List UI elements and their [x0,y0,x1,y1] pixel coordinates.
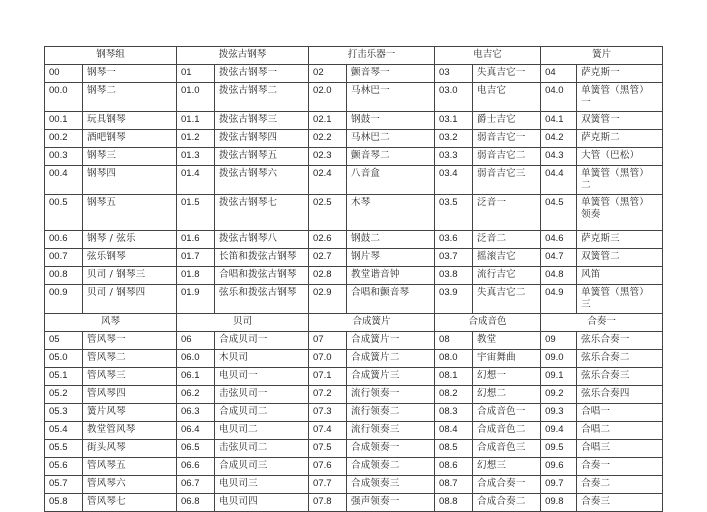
instrument-name: 宇宙舞曲 [473,350,541,368]
instrument-name: 萨克斯二 [577,130,663,148]
instrument-code: 05.3 [45,404,83,422]
instrument-name: 电吉它 [473,83,541,112]
instrument-name: 单簧管（黑管）二 [577,166,663,195]
instrument-code: 09.4 [541,422,577,440]
instrument-name: 钢琴 / 弦乐 [83,231,177,249]
instrument-name: 钢琴三 [83,148,177,166]
instrument-name: 拨弦古钢琴八 [215,231,309,249]
instrument-name: 合成合奏二 [473,494,541,512]
group-header-row [45,47,663,65]
instrument-code: 01.1 [177,112,215,130]
instrument-name: 风笛 [577,267,663,285]
instrument-name: 八音盒 [347,166,435,195]
table-row [45,368,663,386]
instrument-code: 00 [45,65,83,83]
instrument-name: 合成簧片一 [347,332,435,350]
table-row [45,458,663,476]
table-row [45,422,663,440]
instrument-code: 05 [45,332,83,350]
instrument-name: 幻想三 [473,458,541,476]
instrument-name: 合唱和拨弦古钢琴 [215,267,309,285]
instrument-name: 街头风琴 [83,440,177,458]
instrument-name: 管风琴六 [83,476,177,494]
instrument-code: 02.7 [309,249,347,267]
instrument-code: 08.6 [435,458,473,476]
instrument-code: 09.2 [541,386,577,404]
instrument-code: 02 [309,65,347,83]
instrument-name: 泛音二 [473,231,541,249]
instrument-code: 05.4 [45,422,83,440]
instrument-code: 07.3 [309,404,347,422]
instrument-code: 03.9 [435,285,473,314]
instrument-code: 03.6 [435,231,473,249]
instrument-name: 马林巴二 [347,130,435,148]
group-header: 簧片 [541,47,663,65]
instrument-name: 单簧管（黑管）领奏 [577,195,663,231]
instrument-name: 管风琴五 [83,458,177,476]
instrument-name: 弦乐合奏四 [577,386,663,404]
instrument-name: 钢琴二 [83,83,177,112]
instrument-name: 钢片琴 [347,249,435,267]
instrument-code: 04.3 [541,148,577,166]
instrument-code: 08.7 [435,476,473,494]
instrument-code: 04.7 [541,249,577,267]
instrument-name: 弦乐合奏二 [577,350,663,368]
instrument-code: 04 [541,65,577,83]
instrument-name: 管风琴三 [83,368,177,386]
instrument-name: 弦乐和拨弦古钢琴 [215,285,309,314]
instrument-name: 管风琴四 [83,386,177,404]
instrument-name: 拨弦古钢琴四 [215,130,309,148]
instrument-name: 木贝司 [215,350,309,368]
instrument-code: 08.4 [435,422,473,440]
instrument-name: 弱音吉它一 [473,130,541,148]
instrument-name: 弦乐合奏三 [577,368,663,386]
instrument-name: 合成贝司三 [215,458,309,476]
instrument-name: 合唱二 [577,422,663,440]
group-header: 钢琴组 [45,47,177,65]
table-row [45,65,663,83]
instrument-name: 钢鼓二 [347,231,435,249]
instrument-name: 电贝司一 [215,368,309,386]
instrument-name: 击弦贝司二 [215,440,309,458]
instrument-code: 00.7 [45,249,83,267]
group-header: 合奏一 [541,314,663,332]
instrument-name: 合成领奏三 [347,476,435,494]
instrument-name: 合唱三 [577,440,663,458]
instrument-code: 06.7 [177,476,215,494]
instrument-code: 03.1 [435,112,473,130]
instrument-code: 06 [177,332,215,350]
instrument-code: 02.9 [309,285,347,314]
instrument-name: 单簧管（黑管）一 [577,83,663,112]
instrument-code: 05.5 [45,440,83,458]
instrument-code: 09.1 [541,368,577,386]
instrument-name: 合成音色二 [473,422,541,440]
instrument-code: 07.0 [309,350,347,368]
instrument-name: 玩具钢琴 [83,112,177,130]
instrument-code: 00.5 [45,195,83,231]
instrument-name: 电贝司三 [215,476,309,494]
instrument-name: 贝司 / 钢琴四 [83,285,177,314]
instrument-name: 长笛和拨弦古钢琴 [215,249,309,267]
instrument-name: 木琴 [347,195,435,231]
instrument-code: 08.2 [435,386,473,404]
instrument-code: 05.8 [45,494,83,512]
instrument-name: 弦乐钢琴 [83,249,177,267]
instrument-code: 08.5 [435,440,473,458]
instrument-name: 颤音琴二 [347,148,435,166]
instrument-name: 双簧管二 [577,249,663,267]
instrument-name: 合成簧片三 [347,368,435,386]
instrument-code: 04.0 [541,83,577,112]
instrument-name: 弱音吉它二 [473,148,541,166]
table-row [45,112,663,130]
instrument-name: 摇滚吉它 [473,249,541,267]
instrument-code: 04.2 [541,130,577,148]
instrument-code: 01.4 [177,166,215,195]
instrument-name: 颤音琴一 [347,65,435,83]
instrument-code: 00.0 [45,83,83,112]
instrument-code: 09.7 [541,476,577,494]
instrument-name: 拨弦古钢琴一 [215,65,309,83]
table-row [45,249,663,267]
instrument-code: 07.4 [309,422,347,440]
instrument-code: 00.9 [45,285,83,314]
instrument-name: 双簧管一 [577,112,663,130]
instrument-name: 马林巴一 [347,83,435,112]
instrument-code: 05.0 [45,350,83,368]
instrument-name: 合唱一 [577,404,663,422]
group-header: 打击乐器一 [309,47,435,65]
instrument-code: 07.1 [309,368,347,386]
instrument-code: 01.6 [177,231,215,249]
instrument-name: 合成音色三 [473,440,541,458]
instrument-name: 萨克斯三 [577,231,663,249]
instrument-name: 管风琴二 [83,350,177,368]
table-row [45,386,663,404]
instrument-code: 06.1 [177,368,215,386]
instrument-name: 合奏二 [577,476,663,494]
table-row [45,83,663,112]
table-row [45,494,663,512]
instrument-code: 04.1 [541,112,577,130]
group-header: 电吉它 [435,47,541,65]
instrument-code: 09.8 [541,494,577,512]
group-header: 合成音色 [435,314,541,332]
instrument-code: 07.7 [309,476,347,494]
instrument-name: 合成贝司一 [215,332,309,350]
instrument-code: 01.7 [177,249,215,267]
instrument-code: 00.8 [45,267,83,285]
instrument-code: 03.0 [435,83,473,112]
instrument-name: 电贝司四 [215,494,309,512]
instrument-code: 04.5 [541,195,577,231]
instrument-code: 06.5 [177,440,215,458]
instrument-name: 酒吧钢琴 [83,130,177,148]
instrument-name: 拨弦古钢琴五 [215,148,309,166]
instrument-code: 01.9 [177,285,215,314]
table-row [45,231,663,249]
instrument-name: 单簧管（黑管）三 [577,285,663,314]
instrument-code: 03.8 [435,267,473,285]
instrument-code: 08 [435,332,473,350]
instrument-code: 06.3 [177,404,215,422]
instrument-code: 00.2 [45,130,83,148]
instrument-name: 合唱和颤音琴 [347,285,435,314]
instrument-code: 01.3 [177,148,215,166]
instrument-code: 01.2 [177,130,215,148]
instrument-name: 钢鼓一 [347,112,435,130]
instrument-name: 爵士吉它 [473,112,541,130]
instrument-name: 管风琴一 [83,332,177,350]
instrument-code: 07.5 [309,440,347,458]
instrument-name: 强声领奏一 [347,494,435,512]
instrument-name: 合成领奏一 [347,440,435,458]
instrument-code: 08.1 [435,368,473,386]
instrument-name: 拨弦古钢琴三 [215,112,309,130]
instrument-code: 05.1 [45,368,83,386]
instrument-name: 合成簧片二 [347,350,435,368]
instrument-name: 幻想一 [473,368,541,386]
instrument-name: 簧片风琴 [83,404,177,422]
instrument-code: 08.3 [435,404,473,422]
instrument-name: 合奏三 [577,494,663,512]
instrument-code: 03.4 [435,166,473,195]
instrument-code: 03.7 [435,249,473,267]
instrument-name: 教堂谐音钟 [347,267,435,285]
instrument-code: 06.8 [177,494,215,512]
instrument-name: 击弦贝司一 [215,386,309,404]
table-row [45,195,663,231]
instrument-name: 电贝司二 [215,422,309,440]
instrument-code: 06.0 [177,350,215,368]
instrument-name: 贝司 / 钢琴三 [83,267,177,285]
instrument-code: 02.4 [309,166,347,195]
instrument-name: 钢琴一 [83,65,177,83]
instrument-name: 教堂 [473,332,541,350]
instrument-name: 钢琴四 [83,166,177,195]
instrument-code: 03 [435,65,473,83]
instrument-code: 00.4 [45,166,83,195]
instrument-code: 02.8 [309,267,347,285]
instrument-name: 合成领奏二 [347,458,435,476]
table-row [45,440,663,458]
table-row [45,332,663,350]
instrument-name: 幻想二 [473,386,541,404]
instrument-code: 04.4 [541,166,577,195]
instrument-code: 02.3 [309,148,347,166]
instrument-code: 03.2 [435,130,473,148]
instrument-code: 02.6 [309,231,347,249]
table-row [45,404,663,422]
instrument-code: 09.6 [541,458,577,476]
instrument-code: 03.5 [435,195,473,231]
instrument-name: 流行吉它 [473,267,541,285]
group-header-row [45,314,663,332]
instrument-code: 01 [177,65,215,83]
instrument-name: 合奏一 [577,458,663,476]
instrument-name: 流行领奏三 [347,422,435,440]
group-header: 拨弦古钢琴 [177,47,309,65]
instrument-name: 大管（巴松） [577,148,663,166]
group-header: 合成簧片 [309,314,435,332]
instrument-code: 01.5 [177,195,215,231]
instrument-name: 弦乐合奏一 [577,332,663,350]
instrument-code: 04.9 [541,285,577,314]
group-header: 风琴 [45,314,177,332]
instrument-code: 02.0 [309,83,347,112]
instrument-code: 01.0 [177,83,215,112]
instrument-name: 拨弦古钢琴二 [215,83,309,112]
instrument-name: 合成贝司二 [215,404,309,422]
instrument-name: 弱音吉它三 [473,166,541,195]
instrument-name: 拨弦古钢琴六 [215,166,309,195]
table-row [45,166,663,195]
instrument-code: 02.5 [309,195,347,231]
table-row [45,148,663,166]
instrument-name: 失真吉它一 [473,65,541,83]
instrument-code: 06.4 [177,422,215,440]
instrument-code: 07.6 [309,458,347,476]
instrument-name: 萨克斯一 [577,65,663,83]
instrument-name: 拨弦古钢琴七 [215,195,309,231]
instrument-name: 流行领奏二 [347,404,435,422]
instrument-code: 06.2 [177,386,215,404]
instrument-code: 05.7 [45,476,83,494]
instrument-name: 流行领奏一 [347,386,435,404]
instrument-code: 01.8 [177,267,215,285]
instrument-code: 09.3 [541,404,577,422]
instrument-code: 00.3 [45,148,83,166]
instrument-code: 00.6 [45,231,83,249]
instrument-code: 06.6 [177,458,215,476]
instrument-table [44,46,663,512]
table-row [45,350,663,368]
instrument-code: 09.0 [541,350,577,368]
instrument-code: 08.8 [435,494,473,512]
instrument-code: 08.0 [435,350,473,368]
instrument-name: 教堂管风琴 [83,422,177,440]
instrument-code: 05.6 [45,458,83,476]
table-row [45,130,663,148]
instrument-code: 02.2 [309,130,347,148]
table-row [45,285,663,314]
instrument-code: 00.1 [45,112,83,130]
instrument-code: 03.3 [435,148,473,166]
instrument-code: 07 [309,332,347,350]
instrument-name: 失真吉它二 [473,285,541,314]
instrument-name: 合成合奏一 [473,476,541,494]
table-row [45,267,663,285]
instrument-name: 管风琴七 [83,494,177,512]
instrument-name: 合成音色一 [473,404,541,422]
instrument-code: 07.8 [309,494,347,512]
instrument-code: 04.6 [541,231,577,249]
instrument-code: 05.2 [45,386,83,404]
instrument-code: 09 [541,332,577,350]
group-header: 贝司 [177,314,309,332]
instrument-name: 钢琴五 [83,195,177,231]
instrument-code: 02.1 [309,112,347,130]
instrument-name: 泛音一 [473,195,541,231]
instrument-code: 07.2 [309,386,347,404]
instrument-code: 09.5 [541,440,577,458]
instrument-code: 04.8 [541,267,577,285]
table-row [45,476,663,494]
